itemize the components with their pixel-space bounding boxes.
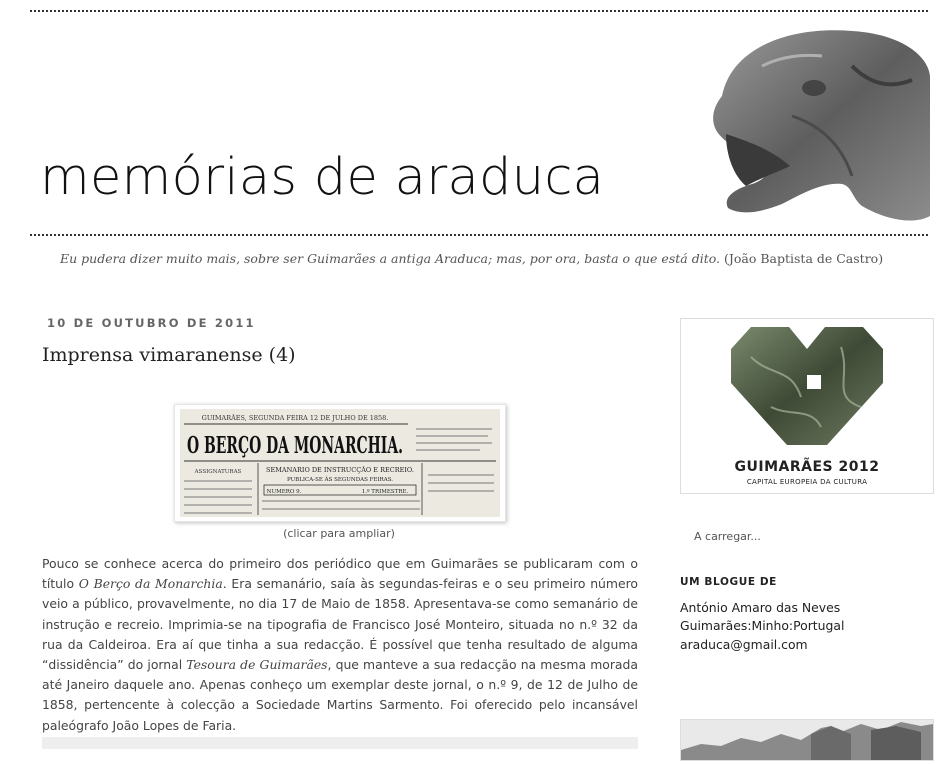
blog-title[interactable]: memórias de araduca bbox=[40, 148, 605, 207]
post-body bbox=[42, 554, 638, 736]
profile-heading: UM BLOGUE DE bbox=[680, 576, 777, 588]
sidebar-photo-widget[interactable] bbox=[680, 719, 934, 761]
gargoyle-image bbox=[702, 26, 930, 228]
loading-text: A carregar... bbox=[694, 530, 761, 543]
post-body-part-2: . Era semanário, saía às segundas-feiras e o seu primeiro número veio a público, provavelmente, no dia 17 de Maio de 1858. Apresentava-se como semanário de instrução e recreio. Imprimia-se na tipografia de Francisco José Monteiro, situada no n.º 32 da rua da Caldeiroa. Era aí que tinha a sua redacção. É possível que tenha resultado de alguma “dissidência” do jornal bbox=[42, 576, 638, 673]
newspaper-subtitle: SEMANARIO DE INSTRUCÇÃO E RECREIO. bbox=[266, 466, 414, 474]
post-footer bbox=[42, 737, 638, 749]
heart-logo-icon bbox=[731, 327, 883, 445]
newspaper-image-link[interactable] bbox=[174, 404, 506, 522]
profile-widget bbox=[680, 599, 844, 654]
post-body-part-3: , que manteve a sua redacção na mesma morada até Janeiro daquele ano. Apenas conheço um exemplar deste jornal, o n.º 9, de 12 de Julho de 1858, pertencente à colecção a Sociedade Martins Sarmento. Foi oferecido pelo incansável paleógrafo João Lopes de Faria. bbox=[42, 657, 638, 733]
tagline-author: (João Baptista de Castro) bbox=[723, 251, 884, 266]
newspaper-subtitle-2: PUBLICA-SE ÁS SEGUNDAS FEIRAS. bbox=[286, 477, 394, 483]
profile-email[interactable]: araduca@gmail.com bbox=[680, 636, 808, 652]
newspaper-number: NUMERO 9. bbox=[266, 489, 302, 495]
header-bottom-rule bbox=[30, 234, 928, 236]
newspaper-scan-image bbox=[180, 409, 500, 517]
header-top-rule bbox=[30, 10, 928, 12]
image-caption: (clicar para ampliar) bbox=[283, 527, 395, 540]
post-body-part-1: Pouco se conhece acerca do primeiro dos periódico que em Guimarães se publicaram com o título bbox=[42, 556, 638, 592]
newspaper-box-heading: ASSIGNATURAS bbox=[194, 469, 242, 475]
post-body-title-tesoura: Tesoura de Guimarães bbox=[186, 657, 328, 673]
guimaraes-2012-badge[interactable] bbox=[680, 318, 934, 494]
newspaper-trimester: 1.º TRIMESTRE. bbox=[361, 489, 409, 495]
post-title[interactable]: Imprensa vimaranense (4) bbox=[42, 344, 296, 366]
newspaper-dateline: GUIMARÃES, SEGUNDA FEIRA 12 DE JULHO DE 1858. bbox=[201, 414, 389, 422]
newspaper-masthead: O BERÇO DA MONARCHIA. bbox=[187, 432, 403, 459]
tagline-quote: Eu pudera dizer muito mais, sobre ser Guimarães a antiga Araduca; mas, por ora, basta o que está dito. bbox=[60, 251, 720, 266]
profile-location: Guimarães:Minho:Portugal bbox=[680, 618, 845, 634]
old-photo-image bbox=[681, 720, 933, 760]
post-body-title-berco: O Berço da Monarchia bbox=[78, 576, 223, 592]
blog-description bbox=[60, 251, 883, 266]
profile-name[interactable]: António Amaro das Neves bbox=[680, 600, 841, 615]
badge-subtitle: CAPITAL EUROPEIA DA CULTURA bbox=[746, 478, 868, 486]
badge-title: GUIMARÃES 2012 bbox=[734, 459, 880, 475]
post-date: 10 DE OUTUBRO DE 2011 bbox=[47, 316, 256, 330]
